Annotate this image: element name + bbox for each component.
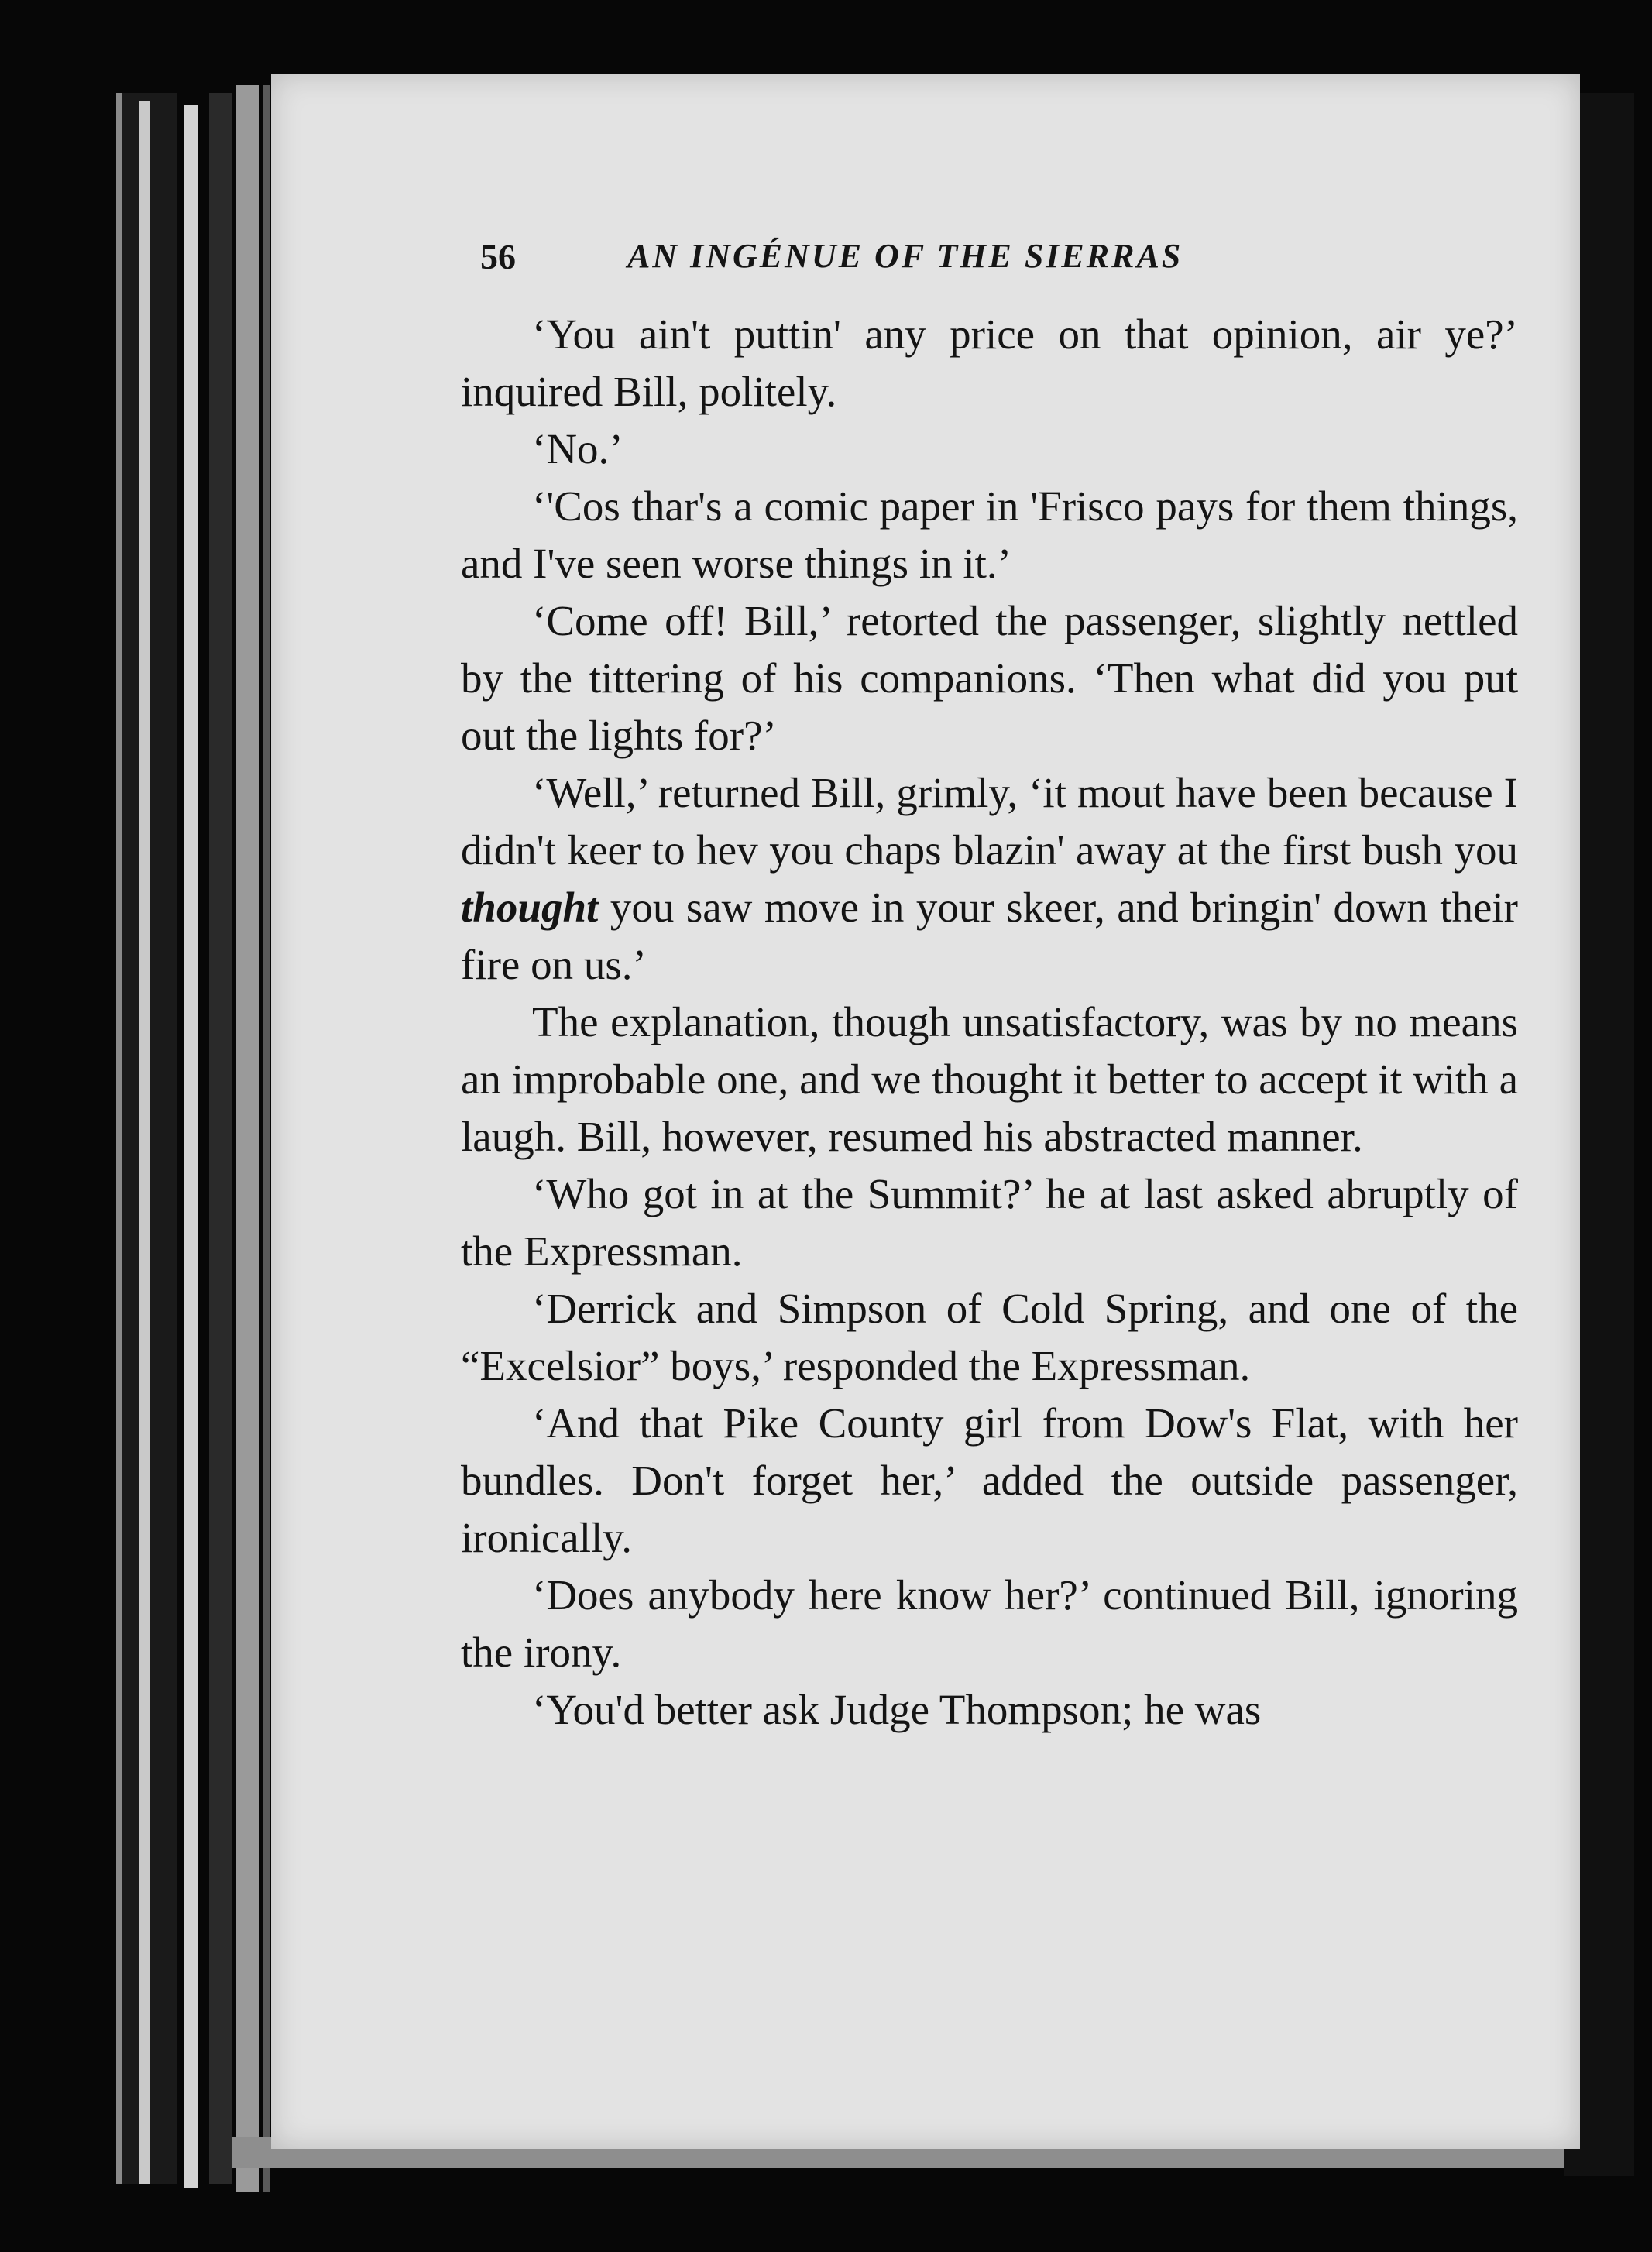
body-text [461,306,1518,1739]
page-edge-line [209,93,232,2184]
page-edge-line [263,85,270,2192]
paragraph: ‘Who got in at the Summit?’ he at last asked abruptly of the Expressman. [461,1170,1518,1275]
page-edge-line [139,101,150,2184]
paragraph: ‘Come off! Bill,’ retorted the passenger, slightly nettled by the tittering of his companions. ‘Then what did you put out the lights for?’ [461,597,1518,759]
paragraph-text: ‘Well,’ returned Bill, grimly, ‘it mout have been because I didn't keer to hev you chaps blazin' away at the first bush you [461,769,1518,874]
page-edge-line [236,85,259,2192]
paragraph: ‘You ain't puttin' any price on that opinion, air ye?’ inquired Bill, politely. [461,311,1518,415]
paragraph: ‘And that Pike County girl from Dow's Flat, with her bundles. Don't forget her,’ added the outside passenger, ironically. [461,1399,1518,1561]
book-page [271,74,1580,2149]
paragraph: ‘You'd better ask Judge Thompson; he was [532,1686,1262,1733]
running-title: AN INGÉNUE OF THE SIERRAS [627,237,1183,275]
paragraph: ‘'Cos thar's a comic paper in 'Frisco pays for them things, and I've seen worse things in it.’ [461,482,1518,587]
running-header [480,236,1526,306]
paragraph: The explanation, though unsatisfactory, was by no means an improbable one, and we thought it better to accept it with a laugh. Bill, however, resumed his abstracted manner. [461,998,1518,1160]
page-number: 56 [480,237,516,276]
paragraph-text: you saw move in your skeer, and bringin' down their fire on us.’ [461,884,1518,988]
paragraph: ‘No.’ [532,425,623,472]
emphasized-word: thought [461,884,599,931]
paragraph: ‘Does anybody here know her?’ continued Bill, ignoring the irony. [461,1571,1518,1676]
paragraph [461,764,1518,994]
paragraph: ‘Derrick and Simpson of Cold Spring, and one of the “Excelsior” boys,’ responded the Expressman. [461,1285,1518,1389]
page-edge-line [184,105,198,2188]
